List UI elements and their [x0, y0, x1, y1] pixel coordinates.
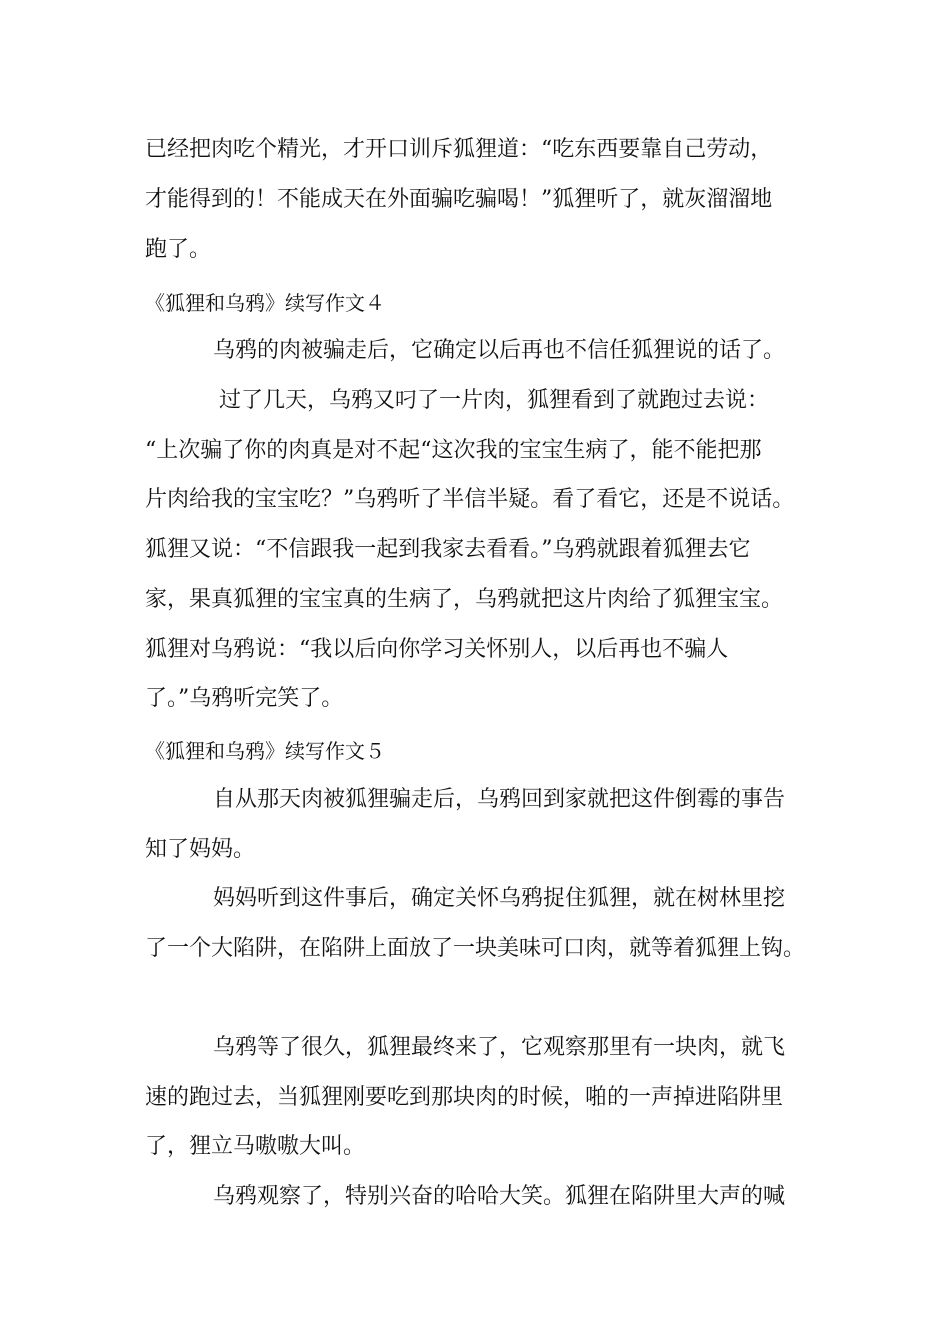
paragraph-line: 知了妈妈。 — [145, 837, 256, 862]
paragraph-line: 速的跑过去，当狐狸刚要吃到那块肉的时候，啪的一声掉进陷阱里 — [145, 1085, 784, 1110]
paragraph-line: 跑了。 — [145, 237, 212, 262]
paragraph-line: 才能得到的！不能成天在外面骗吃骗喝！”狐狸听了，就灰溜溜地 — [145, 187, 773, 212]
paragraph-line: 自从那天肉被狐狸骗走后，乌鸦回到家就把这件倒霉的事告 — [213, 787, 786, 812]
paragraph-line: 了，狸立马嗷嗷大叫。 — [145, 1134, 366, 1159]
section-heading: 《狐狸和乌鸦》续写作文４ — [145, 291, 385, 315]
paragraph-line: 过了几天，乌鸦又叼了一片肉，狐狸看到了就跑过去说： — [219, 388, 770, 413]
paragraph-line: “上次骗了你的肉真是对不起“这次我的宝宝生病了，能不能把那 — [145, 438, 762, 463]
paragraph-line: 乌鸦等了很久，狐狸最终来了，它观察那里有一块肉，就飞 — [213, 1035, 786, 1060]
paragraph-line: 妈妈听到这件事后，确定关怀乌鸦捉住狐狸，就在树林里挖 — [213, 886, 786, 911]
paragraph-line: 乌鸦的肉被骗走后，它确定以后再也不信任狐狸说的话了。 — [213, 338, 786, 363]
paragraph-line: 乌鸦观察了，特别兴奋的哈哈大笑。狐狸在陷阱里大声的喊 — [213, 1184, 786, 1209]
paragraph-line: 片肉给我的宝宝吃？”乌鸦听了半信半疑。看了看它，还是不说话。 — [145, 487, 795, 512]
paragraph-line: 了。”乌鸦听完笑了。 — [145, 686, 344, 711]
section-heading: 《狐狸和乌鸦》续写作文５ — [145, 739, 385, 763]
paragraph-line: 已经把肉吃个精光，才开口训斥狐狸道：“吃东西要靠自己劳动， — [145, 137, 773, 162]
paragraph-line: 家，果真狐狸的宝宝真的生病了，乌鸦就把这片肉给了狐狸宝宝。 — [145, 587, 784, 612]
paragraph-line: 了一个大陷阱，在陷阱上面放了一块美味可口肉，就等着狐狸上钩。 — [145, 936, 806, 961]
paragraph-line: 狐狸对乌鸦说：“我以后向你学习关怀别人，以后再也不骗人 — [145, 637, 729, 662]
paragraph-line: 狐狸又说：“不信跟我一起到我家去看看。”乌鸦就跟着狐狸去它 — [145, 537, 751, 562]
